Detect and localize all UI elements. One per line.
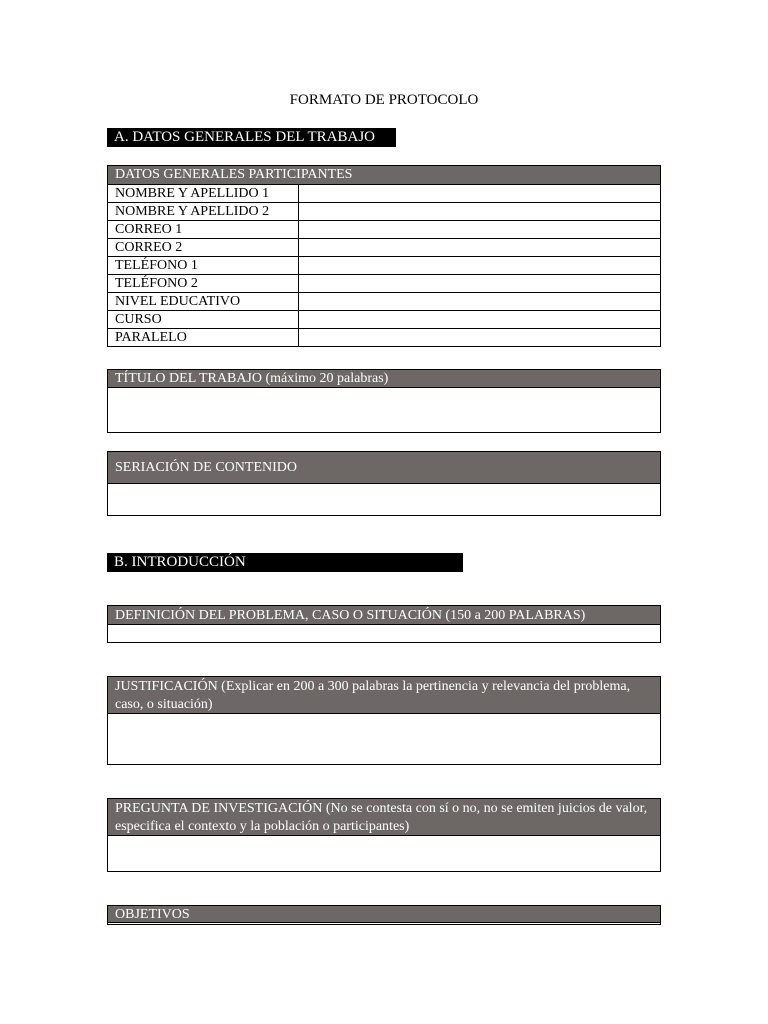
definicion-header: DEFINICIÓN DEL PROBLEMA, CASO O SITUACIÓN (150 a 200 PALABRAS) bbox=[108, 606, 660, 625]
value-field-paralelo[interactable] bbox=[298, 329, 660, 347]
table-row bbox=[108, 203, 660, 221]
value-field-telefono-2[interactable] bbox=[298, 275, 660, 293]
value-field-telefono-1[interactable] bbox=[298, 257, 660, 275]
objetivos-header: OBJETIVOS bbox=[108, 906, 660, 923]
table-row bbox=[108, 257, 660, 275]
row-label: CURSO bbox=[108, 311, 298, 329]
row-label: TELÉFONO 1 bbox=[108, 257, 298, 275]
table-row bbox=[108, 239, 660, 257]
seriacion-header: SERIACIÓN DE CONTENIDO bbox=[108, 452, 660, 484]
table-row bbox=[108, 311, 660, 329]
seriacion-box bbox=[107, 451, 661, 516]
row-label: NIVEL EDUCATIVO bbox=[108, 293, 298, 311]
participants-header: DATOS GENERALES PARTICIPANTES bbox=[108, 166, 660, 184]
row-label: PARALELO bbox=[108, 329, 298, 347]
row-label: CORREO 2 bbox=[108, 239, 298, 257]
seriacion-field[interactable] bbox=[108, 484, 660, 515]
row-label: NOMBRE Y APELLIDO 2 bbox=[108, 203, 298, 221]
justificacion-header: JUSTIFICACIÓN (Explicar en 200 a 300 palabras la pertinencia y relevancia del problema, caso, o situación) bbox=[108, 677, 660, 714]
justificacion-box bbox=[107, 676, 661, 765]
table-row bbox=[108, 185, 660, 203]
value-field-curso[interactable] bbox=[298, 311, 660, 329]
titulo-trabajo-header: TÍTULO DEL TRABAJO (máximo 20 palabras) bbox=[108, 370, 660, 388]
titulo-trabajo-field[interactable] bbox=[108, 388, 660, 432]
objetivos-box bbox=[107, 905, 661, 925]
definicion-box bbox=[107, 605, 661, 643]
definicion-field[interactable] bbox=[108, 625, 660, 642]
pregunta-field[interactable] bbox=[108, 836, 660, 871]
section-b-heading: B. INTRODUCCIÓN bbox=[107, 553, 463, 572]
participants-table bbox=[107, 165, 661, 347]
pregunta-header: PREGUNTA DE INVESTIGACIÓN (No se contesta con sí o no, no se emiten juicios de valor, especifica el contexto y la población o participantes) bbox=[108, 799, 660, 836]
section-a-heading: A. DATOS GENERALES DEL TRABAJO bbox=[107, 128, 396, 147]
table-row bbox=[108, 329, 660, 347]
value-field-correo-2[interactable] bbox=[298, 239, 660, 257]
value-field-nombre-2[interactable] bbox=[298, 203, 660, 221]
row-label: TELÉFONO 2 bbox=[108, 275, 298, 293]
table-row bbox=[108, 293, 660, 311]
table-row bbox=[108, 275, 660, 293]
row-label: NOMBRE Y APELLIDO 1 bbox=[108, 185, 298, 203]
justificacion-field[interactable] bbox=[108, 714, 660, 764]
pregunta-box bbox=[107, 798, 661, 872]
value-field-correo-1[interactable] bbox=[298, 221, 660, 239]
table-row bbox=[108, 221, 660, 239]
row-label: CORREO 1 bbox=[108, 221, 298, 239]
value-field-nivel-educativo[interactable] bbox=[298, 293, 660, 311]
document-title: FORMATO DE PROTOCOLO bbox=[289, 92, 479, 108]
titulo-trabajo-box bbox=[107, 369, 661, 433]
value-field-nombre-1[interactable] bbox=[298, 185, 660, 203]
